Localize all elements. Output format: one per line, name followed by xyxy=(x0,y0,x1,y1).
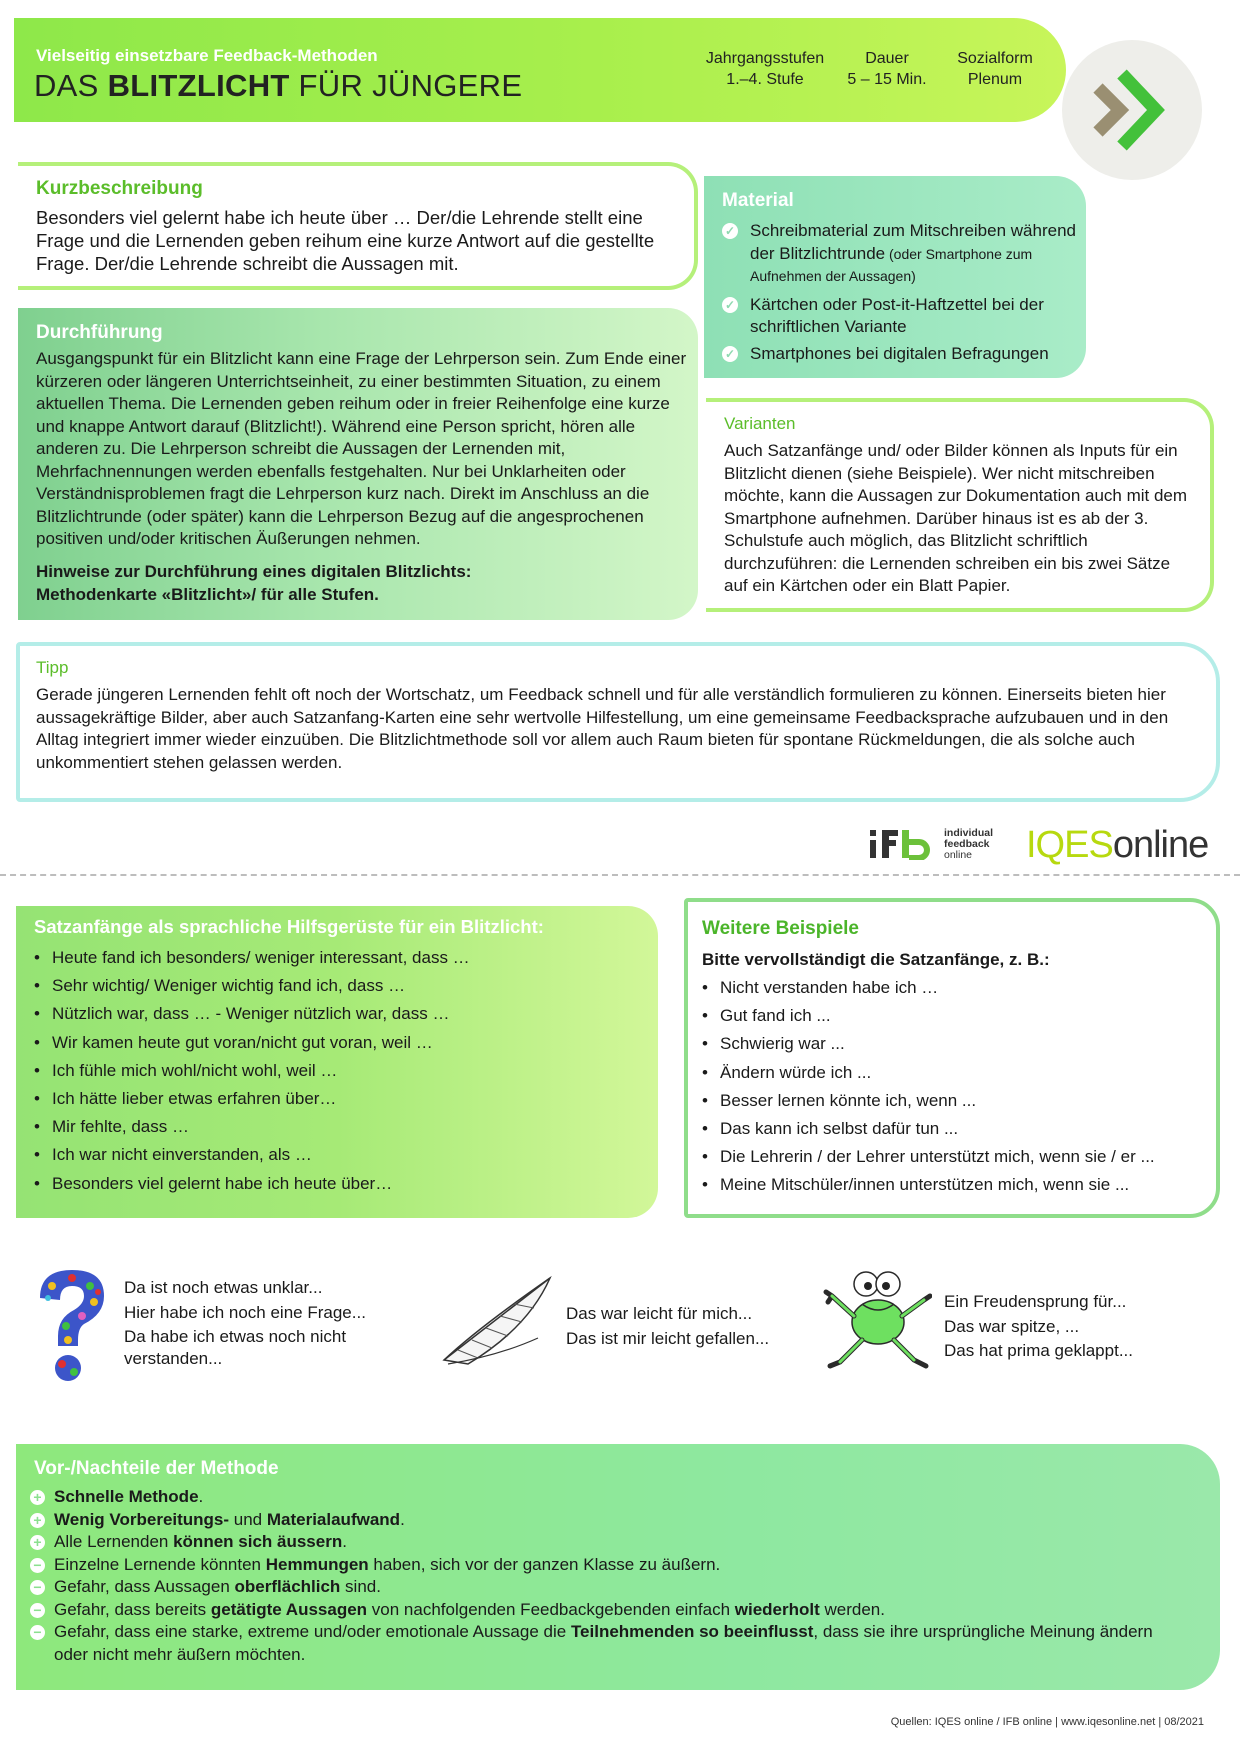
page-title: DAS BLITZLICHT FÜR JÜNGERE xyxy=(34,68,523,103)
durchfuehrung-box xyxy=(18,308,698,620)
list-item: • Mir fehlte, dass … xyxy=(34,1113,644,1141)
material-box xyxy=(704,176,1086,378)
header-subtitle: Vielseitig einsetzbare Feedback-Methoden xyxy=(36,46,378,65)
footer-source: Quellen: IQES online / IFB online | www.iqesonline.net | 08/2021 xyxy=(890,1716,1204,1728)
frosch-text: Ein Freudensprung für... Das war spitze, ... Das hat prima geklappt... xyxy=(944,1292,1133,1360)
durchfuehrung-heading: Durchführung xyxy=(36,322,163,343)
minus-icon: − xyxy=(30,1625,45,1640)
ifb-logo-text: individual feedback online xyxy=(944,827,994,861)
plus-icon: + xyxy=(30,1513,45,1528)
durchfuehrung-hint: Hinweise zur Durchführung eines digitalen Blitzlichts: Methodenkarte «Blitzlicht»/ für alle Stufen. xyxy=(36,562,472,604)
check-icon: ✓ xyxy=(722,223,738,239)
feather-image xyxy=(438,1268,558,1378)
tipp-heading: Tipp xyxy=(36,658,69,677)
list-item: • Ich fühle mich wohl/nicht wohl, weil … xyxy=(34,1057,644,1085)
kurzbeschreibung-box xyxy=(18,162,698,290)
beispiele-heading: Weitere Beispiele xyxy=(702,918,860,939)
material-item: ✓ Kärtchen oder Post-it-Haftzettel bei der schriftlichen Variante xyxy=(722,294,1076,339)
feder-text: Das war leicht für mich... Das ist mir leicht gefallen... xyxy=(566,1304,770,1348)
ifb-logo xyxy=(868,826,940,860)
kurzbeschreibung-heading: Kurzbeschreibung xyxy=(36,178,203,199)
varianten-box xyxy=(706,398,1214,612)
tipp-text: Gerade jüngeren Lernenden fehlt oft noch der Wortschatz, um Feedback schnell und für alle verständlich formulieren zu können. Einerseits bieten hier aussagekräftige Bilder, aber auch Satzanfang-Karten eine sehr wertvolle Hilfestellung, um eine gemeinsame Feedbacksprache aufzubauen und in den Alltag integriert immer wieder einzuüben. Die Blitzlichtmethode soll vor allem auch Raum bieten für spontane Rückmeldungen, die als solche auch unkommentiert stehen gelassen werden. xyxy=(36,685,1169,772)
frage-text: Da ist noch etwas unklar... Hier habe ich noch eine Frage... Da habe ich etwas noch nicht verstanden... xyxy=(124,1278,366,1368)
list-item: • Heute fand ich besonders/ weniger interessant, dass … xyxy=(34,944,644,972)
advantage-item: + Schnelle Methode. xyxy=(8,1486,1188,1509)
list-item: • Gut fand ich ... xyxy=(702,1002,1202,1030)
list-item: • Die Lehrerin / der Lehrer unterstützt mich, wenn sie / er ... xyxy=(702,1143,1202,1171)
frog-icon xyxy=(822,1262,932,1382)
feather-icon xyxy=(438,1268,558,1378)
question-mark-icon xyxy=(32,1266,112,1386)
material-list xyxy=(722,220,1076,367)
satzanfaenge-heading: Satzanfänge als sprachliche Hilfsgerüste für ein Blitzlicht: xyxy=(34,916,544,937)
minus-icon: − xyxy=(30,1580,45,1595)
meta-dauer: Dauer 5 – 15 Min. xyxy=(847,50,927,88)
list-item: • Besonders viel gelernt habe ich heute über… xyxy=(34,1170,644,1198)
vornachteile-box xyxy=(16,1444,1220,1690)
list-item: • Wir kamen heute gut voran/nicht gut voran, weil … xyxy=(34,1029,644,1057)
tipp-box xyxy=(16,642,1220,802)
list-item: • Ich hätte lieber etwas erfahren über… xyxy=(34,1085,644,1113)
cut-line xyxy=(0,874,1240,876)
frog-image xyxy=(822,1262,932,1382)
list-item: • Ändern würde ich ... xyxy=(702,1059,1202,1087)
list-item: • Meine Mitschüler/innen unterstützen mich, wenn sie ... xyxy=(702,1171,1202,1199)
advantage-item: + Wenig Vorbereitungs- und Materialaufwand. xyxy=(8,1509,1188,1532)
check-icon: ✓ xyxy=(722,346,738,362)
list-item: • Das kann ich selbst dafür tun ... xyxy=(702,1115,1202,1143)
chevron-logo xyxy=(1062,40,1202,180)
minus-icon: − xyxy=(30,1558,45,1573)
meta-jahrgangsstufen: Jahrgangsstufen 1.–4. Stufe xyxy=(705,50,825,88)
disadvantage-item: − Einzelne Lernende könnten Hemmungen haben, sich vor der ganzen Klasse zu äußern. xyxy=(8,1554,1188,1577)
list-item: • Ich war nicht einverstanden, als … xyxy=(34,1141,644,1169)
list-item: • Besser lernen könnte ich, wenn ... xyxy=(702,1087,1202,1115)
check-icon: ✓ xyxy=(722,297,738,313)
minus-icon: − xyxy=(30,1603,45,1618)
plus-icon: + xyxy=(30,1535,45,1550)
iqes-logo: IQESonline xyxy=(1026,824,1209,866)
list-item: • Nicht verstanden habe ich … xyxy=(702,974,1202,1002)
varianten-text: Auch Satzanfänge und/ oder Bilder können als Inputs für ein Blitzlicht dienen (siehe Beispiele). Wer nicht mitschreiben möchte, kann die Aussagen zur Dokumentation auch mit dem Smartphone aufnehmen. Darüber hinaus ist es ab der 3. Schulstufe auch möglich, das Blitzlicht schriftlich durchzuführen: die Lernenden schreiben ein bis zwei Sätze auf ein Kärtchen oder ein Blatt Papier. xyxy=(724,441,1188,595)
plus-icon: + xyxy=(30,1490,45,1505)
list-item: • Schwierig war ... xyxy=(702,1030,1202,1058)
material-heading: Material xyxy=(722,190,794,211)
material-item: ✓ Smartphones bei digitalen Befragungen xyxy=(722,343,1076,366)
kurzbeschreibung-text: Besonders viel gelernt habe ich heute über … Der/die Lehrende stellt eine Frage und die Lernenden geben reihum eine kurze Antwort auf die gestellte Frage. Der/die Lehrende schreibt die Aussagen mit. xyxy=(36,207,655,274)
vornachteile-heading: Vor-/Nachteile der Methode xyxy=(34,1458,279,1479)
ifb-logo-mark xyxy=(868,826,940,860)
durchfuehrung-text: Ausgangspunkt für ein Blitzlicht kann eine Frage der Lehrperson sein. Zum Ende einer kürzeren oder längeren Unterrichtseinheit, zu einer bestimmten Situation, zu einem aktuellen Thema. Die Lernenden geben reihum oder in freier Reihenfolge eine kurze und knappe Antwort darauf (Blitzlicht!). Während eine Person spricht, hören alle anderen zu. Die Lehrperson schreibt die Aussagen der Lernenden mit, Mehrfachnennungen werden ebenfalls festgehalten. Nur bei Unklarheiten oder Verständnisproblemen fragt die Lehrperson kurz nach. Direkt im Anschluss an die Blitzlichtrunde (oder später) kann die Lehrperson Bezug auf die angesprochenen positiven und/oder kritischen Äußerungen nehmen. xyxy=(36,349,687,548)
disadvantage-item: − Gefahr, dass eine starke, extreme und/oder emotionale Aussage die Teilnehmenden so beeinflusst, dass sie ihre ursprüngliche Meinung ändern oder nicht mehr äußern möchten. xyxy=(8,1621,1188,1666)
vornachteile-list xyxy=(8,1486,1188,1666)
satzanfaenge-list xyxy=(34,944,644,1198)
question-mark-image xyxy=(32,1266,112,1386)
meta-sozialform: Sozialform Plenum xyxy=(957,50,1033,88)
beispiele-list xyxy=(702,974,1202,1200)
material-item: ✓ Schreibmaterial zum Mitschreiben während der Blitzlichtrunde (oder Smartphone zum Aufnehmen der Aussagen) xyxy=(722,220,1076,288)
disadvantage-item: − Gefahr, dass Aussagen oberflächlich sind. xyxy=(8,1576,1188,1599)
double-chevron-icon xyxy=(1062,40,1202,180)
beispiele-intro: Bitte vervollständigt die Satzanfänge, z. B.: xyxy=(702,950,1050,969)
beispiele-box xyxy=(684,898,1220,1218)
varianten-heading: Varianten xyxy=(724,414,796,433)
advantage-item: + Alle Lernenden können sich äussern. xyxy=(8,1531,1188,1554)
list-item: • Sehr wichtig/ Weniger wichtig fand ich, dass … xyxy=(34,972,644,1000)
list-item: • Nützlich war, dass … - Weniger nützlich war, dass … xyxy=(34,1000,644,1028)
disadvantage-item: − Gefahr, dass bereits getätigte Aussagen von nachfolgenden Feedbackgebenden einfach wiederholt werden. xyxy=(8,1599,1188,1622)
satzanfaenge-box xyxy=(16,906,658,1218)
